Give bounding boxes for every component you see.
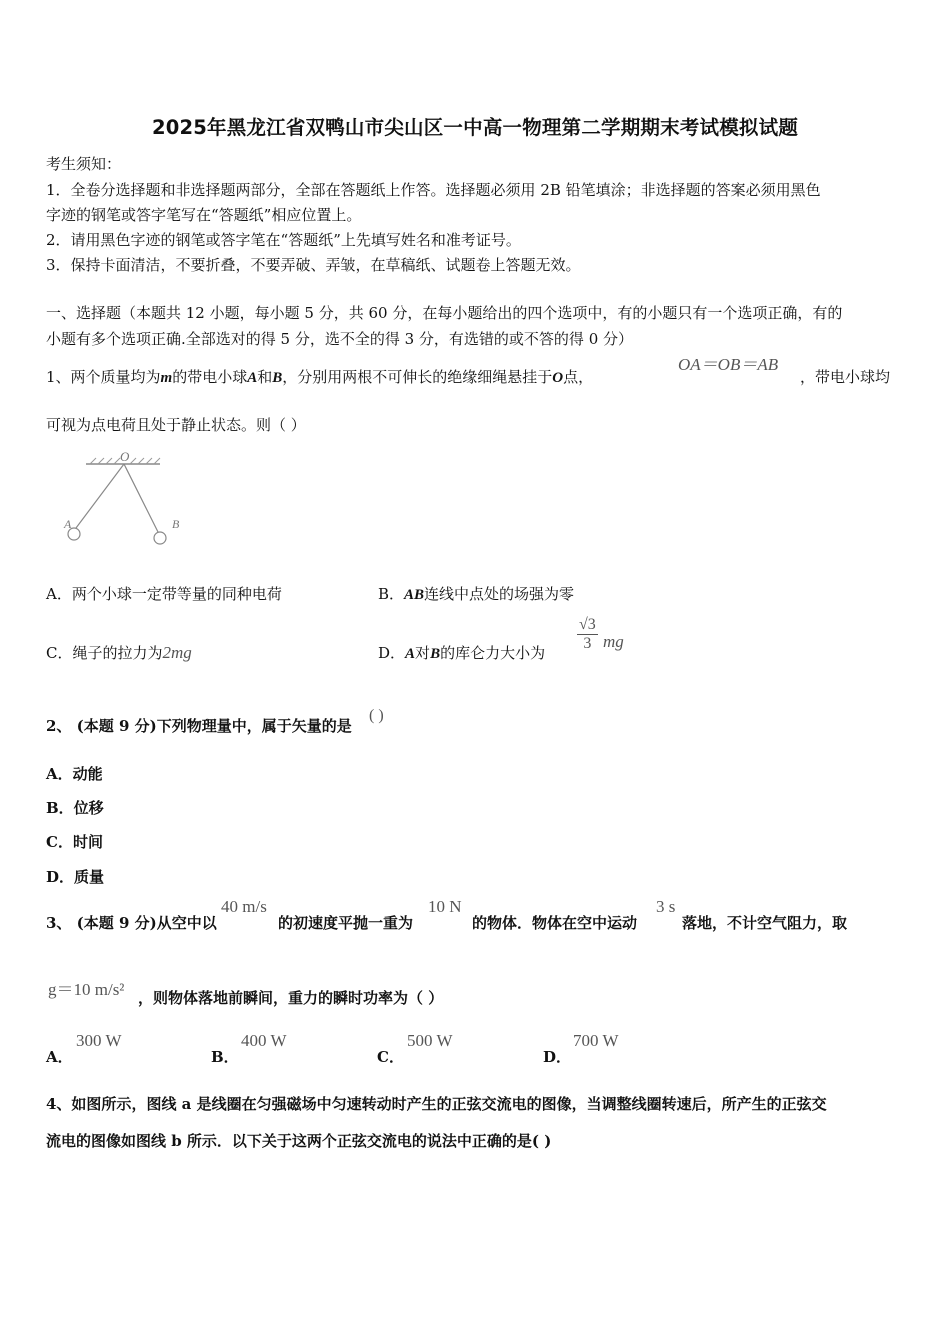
section-1-instructions-cont: 小题有多个选项正确.全部选对的得 5 分，选不全的得 3 分，有选错的或不答的得 0 分） — [46, 330, 634, 348]
q3-velocity: 40 m/s — [221, 897, 267, 916]
q1-option-c-math: 2mg — [162, 643, 192, 662]
q3-option-b-label: B． — [211, 1048, 239, 1066]
q2-option-d: D．质量 — [46, 868, 105, 886]
q2-stem — [46, 715, 352, 736]
q3-option-c-label: C． — [377, 1048, 404, 1066]
q3-gravity: g＝10 m/s² — [48, 980, 125, 999]
q1-option-d — [378, 642, 545, 663]
q1-option-a: A．两个小球一定带等量的同种电荷 — [46, 585, 282, 603]
figure-label-a: A — [64, 517, 72, 531]
string-b — [124, 464, 158, 532]
q3-force: 10 N — [428, 897, 462, 916]
notice-item-3: 3．保持卡面清洁，不要折叠，不要弄破、弄皱，在草稿纸、试题卷上答题无效。 — [46, 256, 581, 274]
q1-text-5: ，带电小球均 — [800, 368, 891, 386]
q3-option-c-value: 500 W — [407, 1031, 453, 1050]
notice-item-1: 1．全卷分选择题和非选择题两部分，全部在答题纸上作答。选择题必须用 2B 铅笔填涂；非选择题的答案必须用黑色 — [46, 181, 821, 199]
q1-var-m: m — [160, 370, 173, 386]
q1-option-c-text: C．绳子的拉力为 — [46, 644, 163, 662]
notice-item-2: 2．请用黑色字迹的钢笔或答字笔在“答题纸”上先填写姓名和准考证号。 — [46, 231, 521, 249]
q1-text-1: 1、两个质量均为 — [46, 368, 161, 386]
figure-label-b: B — [172, 517, 180, 531]
string-a — [76, 464, 124, 528]
fraction-denominator: 3 — [583, 635, 592, 652]
q1-option-b-label: B． — [378, 585, 405, 603]
q3-option-b-value: 400 W — [241, 1031, 287, 1050]
q1-stem-cont: 可视为点电荷且处于静止状态。则（ ） — [46, 416, 306, 434]
q3-option-a-value: 300 W — [76, 1031, 122, 1050]
q1-text-4: 点， — [563, 368, 594, 386]
q1-option-d-fraction — [577, 616, 598, 653]
q1-text-3: ，分别用两根不可伸长的绝缘细绳悬挂于 — [282, 368, 553, 386]
q1-option-b-ab: AB — [404, 587, 425, 603]
q2-option-a: A．动能 — [46, 765, 103, 783]
q3-text-2: 的初速度平抛一重为 — [278, 914, 414, 932]
q3-time: 3 s — [656, 897, 676, 916]
q2-option-c: C．时间 — [46, 833, 103, 851]
section-1-instructions: 一、选择题（本题共 12 小题，每小题 5 分，共 60 分，在每小题给出的四个选项中，有的小题只有一个选项正确，有的 — [46, 304, 843, 322]
q4-stem-cont: 流电的图像如图线 b 所示．以下关于这两个正弦交流电的说法中正确的是( ) — [46, 1132, 552, 1150]
q2-stem-text: 2、 (本题 9 分)下列物理量中，属于矢量的是 — [46, 717, 352, 735]
q1-option-b-text: 连线中点处的场强为零 — [424, 585, 575, 603]
page-title: 2025年黑龙江省双鸭山市尖山区一中高一物理第二学期期末考试模拟试题 — [151, 116, 799, 139]
q3-option-d-label: D． — [543, 1048, 572, 1066]
q1-text-and: 和 — [257, 368, 273, 386]
q1-option-d-mg: mg — [603, 632, 624, 651]
q2-option-b: B．位移 — [46, 799, 104, 817]
q3-text-4: 落地，不计空气阻力，取 — [682, 914, 848, 932]
q1-equation: OA＝OB＝AB — [678, 355, 779, 374]
q3-text-3: 的物体．物体在空中运动 — [472, 914, 638, 932]
ball-b — [154, 532, 166, 544]
notice-item-1-cont: 字迹的钢笔或答字笔写在“答题纸”相应位置上。 — [46, 206, 362, 224]
q1-option-d-a: A — [405, 646, 416, 662]
notice-heading: 考生须知： — [46, 155, 122, 173]
q3-option-a-label: A． — [46, 1048, 73, 1066]
q1-option-d-text: 的库仑力大小为 — [440, 644, 546, 662]
figure-label-o: O — [120, 449, 130, 464]
q3-option-d-value: 700 W — [573, 1031, 619, 1050]
q1-option-c — [46, 642, 192, 663]
q1-pendulum-figure — [56, 446, 196, 550]
q4-stem: 4、如图所示，图线 a 是线圈在匀强磁场中匀速转动时产生的正弦交流电的图像，当调整线圈转速后，所产生的正弦交 — [46, 1095, 827, 1113]
q3-text-5: ，则物体落地前瞬间，重力的瞬时功率为（ ） — [138, 989, 444, 1007]
q1-var-o: O — [552, 370, 564, 386]
q1-text-2: 的带电小球 — [172, 368, 248, 386]
q1-option-d-label: D． — [378, 644, 406, 662]
q2-answer-paren: ( ) — [369, 707, 384, 724]
q1-option-d-mid: 对 — [415, 644, 431, 662]
q1-stem — [46, 366, 593, 387]
q1-var-b: B — [272, 370, 283, 386]
q1-var-a: A — [247, 370, 258, 386]
q3-text-1: 3、 (本题 9 分)从空中以 — [46, 914, 217, 932]
fraction-numerator: √3 — [579, 616, 596, 633]
q1-option-b — [378, 583, 574, 604]
q1-option-d-b: B — [430, 646, 441, 662]
